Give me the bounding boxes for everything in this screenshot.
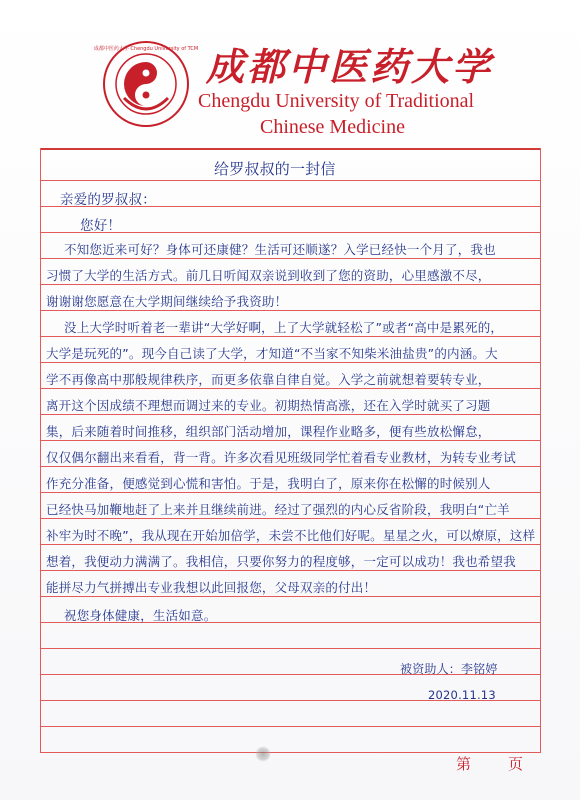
ruled-line xyxy=(40,648,540,649)
letter-line: 没上大学时听着老一辈讲“大学好啊，上了大学就轻松了”或者“高中是累死的， xyxy=(64,320,504,335)
letter-line: 谢谢谢您愿意在大学期间继续给予我资助！ xyxy=(46,294,288,309)
letter-line: 想着，我便动力满满了。我相信，只要你努力的程度够，一定可以成功！我也希望我 xyxy=(46,554,516,569)
letter-line: 作充分准备，便感觉到心慌和害怕。于是，我明白了，原来你在松懈的时候别人 xyxy=(46,476,491,491)
letter-line: 不知您近来可好？身体可还康健？生活可还顺遂？入学已经快一个月了，我也 xyxy=(64,242,496,257)
letter-line: 能拼尽力气拼搏出专业我想以此回报您，父母双亲的付出！ xyxy=(46,580,377,595)
letter-line: 离开这个因成绩不理想而调过来的专业。初期热情高涨，还在入学时就买了习题 xyxy=(46,398,491,413)
letter-line: 习惯了大学的生活方式。前几日听闻双亲说到收到了您的资助，心里感激不尽， xyxy=(46,268,491,283)
page-number-suffix: 页 xyxy=(508,755,524,773)
page-number-prefix: 第 xyxy=(456,755,472,773)
ruled-line xyxy=(40,596,540,597)
ruled-line xyxy=(40,284,540,285)
ruled-line xyxy=(40,310,540,311)
letter-line: 仅仅偶尔翻出来看看，背一背。许多次看见班级同学忙着看专业教材，为转专业考试 xyxy=(46,450,516,465)
letter-line: 集，后来随着时间推移，组织部门活动增加，课程作业略多，便有些放松懈怠， xyxy=(46,424,491,439)
letter-closing: 祝您身体健康，生活如意。 xyxy=(64,608,217,623)
university-name-cn: 成都中医药大学 xyxy=(206,44,494,89)
letter-greeting: 亲爱的罗叔叔： xyxy=(60,192,156,208)
university-name-en-line1: Chengdu University of Traditional xyxy=(198,90,475,112)
letter-date: 2020.11.13 xyxy=(428,688,496,702)
ruled-line xyxy=(40,518,540,519)
header-rule xyxy=(40,148,540,150)
right-margin-line xyxy=(540,148,541,753)
ruled-line xyxy=(40,492,540,493)
letter-line: 补牢为时不晚”，我从现在开始加倍学，未尝不比他们好呢。星星之火，可以燎原，这样 xyxy=(46,528,536,543)
ruled-line xyxy=(40,440,540,441)
ruled-line xyxy=(40,544,540,545)
ruled-line xyxy=(40,180,540,181)
ruled-line xyxy=(40,570,540,571)
logo-ring-text: 成都中医药大学 Chengdu University of TCM xyxy=(93,46,199,52)
ruled-line xyxy=(40,388,540,389)
ruled-line xyxy=(40,466,540,467)
letter-line: 大学是玩死的”。现今自己读了大学，才知道“不当家不知柴米油盐贵”的内涵。大 xyxy=(46,346,498,361)
letter-salutation: 您好！ xyxy=(80,218,122,234)
signature: 被资助人：李铭婷 xyxy=(400,662,498,676)
ruled-line xyxy=(40,336,540,337)
ink-smudge xyxy=(255,746,271,762)
left-margin-line xyxy=(40,148,41,753)
university-logo xyxy=(93,40,199,128)
ruled-line xyxy=(40,414,540,415)
letter-line: 已经快马加鞭地赶了上来并且继续前进。经过了强烈的内心反省阶段，我明白“亡羊 xyxy=(46,502,510,517)
ruled-line xyxy=(40,362,540,363)
ruled-line xyxy=(40,258,540,259)
university-name-en-line2: Chinese Medicine xyxy=(260,116,405,138)
letter-line: 学不再像高中那般规律秩序，而更多依靠自律自觉。入学之前就想着要转专业， xyxy=(46,372,491,387)
ruled-line xyxy=(40,726,540,727)
letter-title: 给罗叔叔的一封信 xyxy=(214,160,336,178)
